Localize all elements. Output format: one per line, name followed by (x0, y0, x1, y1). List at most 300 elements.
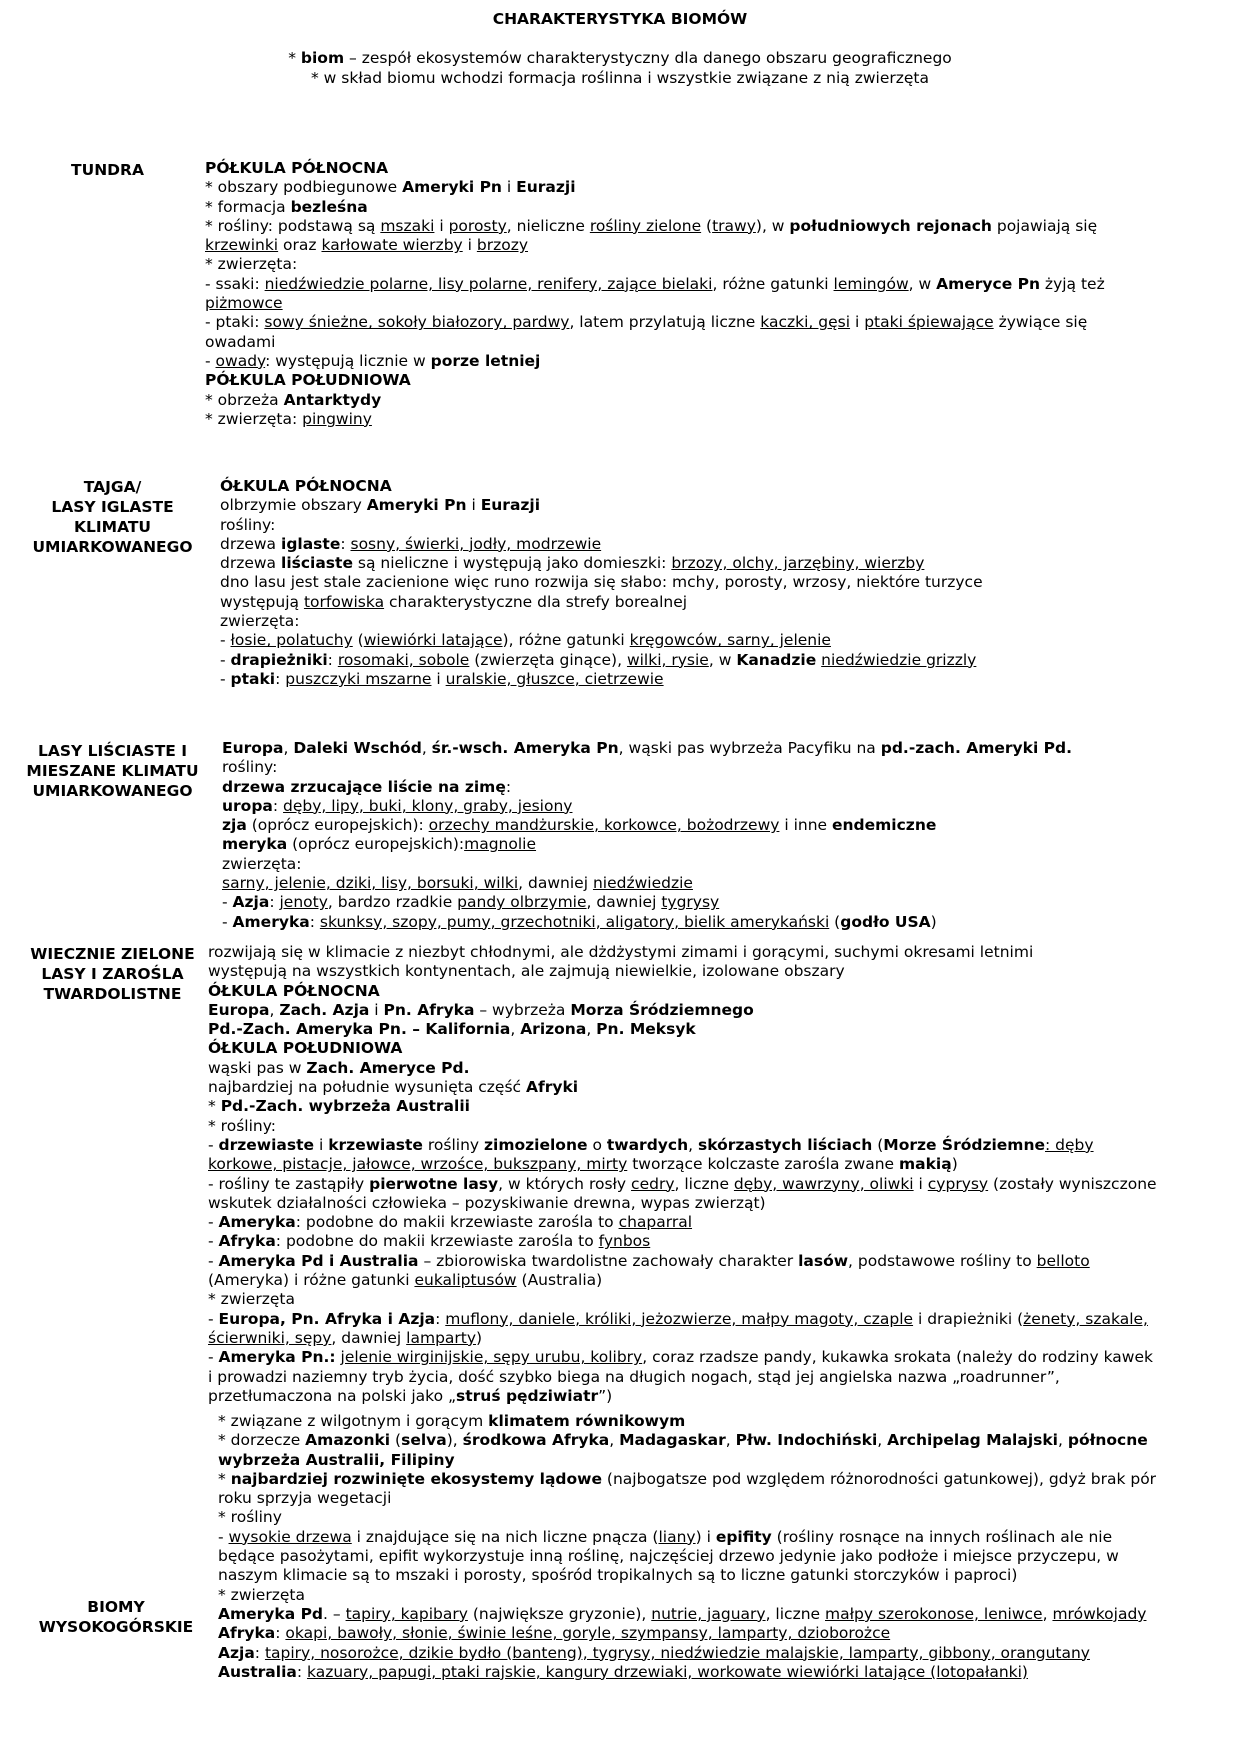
bold-text: ÓŁKULA POŁUDNIOWA (208, 1039, 403, 1058)
text: * zwierzęta: (205, 409, 303, 428)
text-line (205, 198, 1235, 217)
underlined-text: fynbos (598, 1232, 651, 1251)
text-line (205, 391, 1235, 410)
text-line (208, 1039, 1235, 1058)
text-line (205, 217, 1235, 236)
text: – zbiorowiska twardolistne zachowały charakter (418, 1251, 799, 1270)
bold-text: struś pędziwiatr (456, 1386, 599, 1405)
section-label-line: WIECZNIE ZIELONE (30, 945, 195, 963)
text: : (254, 1643, 265, 1662)
text: o (587, 1135, 607, 1154)
text: : (296, 1662, 308, 1681)
text: (rośliny rosnące na innych roślinach ale nie (771, 1527, 1113, 1546)
text-line (205, 275, 1235, 294)
text-line (205, 410, 1235, 429)
text: i znajdujące się na nich liczne pnącza ( (351, 1527, 659, 1546)
text-line (222, 855, 1235, 874)
bold-text: Amazonki (305, 1431, 391, 1450)
text: przetłumaczona na polski jako „ (208, 1386, 457, 1405)
bold-text: liściaste (281, 554, 353, 573)
text-line (222, 797, 1235, 816)
text-line (222, 778, 1235, 797)
underlined-text: okapi, bawoły, słonie, świnie leśne, goryle, szympansy, lamparty, dzioborożce (285, 1624, 891, 1643)
text-line (218, 1412, 1235, 1431)
section-label-line: KLIMATU (73, 518, 152, 536)
text-line (208, 1194, 1235, 1213)
text: ) i (695, 1527, 716, 1546)
text: ( (701, 216, 713, 235)
text-line (218, 1508, 1235, 1527)
text: : (275, 1624, 286, 1643)
text: rozwijają się w klimacie z niezbyt chłodnymi, ale dżdżystymi zimami i gorącymi, suchymi okresami letnimi (208, 943, 1034, 961)
text-line (220, 554, 1235, 573)
bold-text: Morze Śródziemne (883, 1135, 1046, 1154)
section-body-lasy-lisciaste (222, 739, 1235, 932)
text: , nieliczne (506, 216, 590, 235)
text: , dawniej (331, 1328, 407, 1347)
text: ”) (598, 1386, 613, 1405)
text: i (434, 216, 449, 235)
bold-text: drapieżniki (230, 650, 328, 669)
text-line (208, 1290, 1235, 1309)
bold-text: Zach. Ameryce Pd. (306, 1058, 470, 1077)
text: żyją też (1040, 274, 1105, 293)
text-line (208, 982, 1235, 1001)
text: , (586, 1020, 597, 1039)
text: * rośliny (218, 1508, 282, 1527)
bold-text: PÓŁKULA POŁUDNIOWA (205, 371, 411, 390)
bold-text: Azja (218, 1643, 255, 1662)
text-line (205, 352, 1235, 371)
text: - rośliny te zastąpiły (208, 1174, 370, 1193)
bold-text: Archipelag Malajski (887, 1431, 1058, 1450)
text: roku sprzyja wegetacji (218, 1489, 392, 1508)
section-label-line: UMIARKOWANEGO (32, 538, 193, 556)
underlined-text: piżmowce (205, 294, 283, 313)
bold-text: Pn. Meksyk (596, 1020, 696, 1039)
bold-text: Madagaskar (619, 1431, 726, 1450)
text-line (222, 913, 1235, 932)
bold-text: Ameryka Pd i Australia (218, 1251, 419, 1270)
text: charakterystyczne dla strefy borealnej (384, 592, 688, 611)
text-line (218, 1431, 1235, 1450)
underlined-text: lemingów (833, 274, 909, 293)
underlined-text: : dęby (1045, 1135, 1094, 1154)
bold-text: Eurazji (516, 178, 576, 197)
bold-text: Daleki Wschód (293, 739, 422, 757)
section-label-tajga (0, 477, 225, 557)
bold-text: PÓŁKULA PÓŁNOCNA (205, 159, 389, 177)
section-label-line: TWARDOLISTNE (43, 985, 182, 1003)
section-body-tundra (205, 159, 1235, 429)
text: ( (872, 1135, 884, 1154)
text: , w (908, 274, 937, 293)
bold-text: ÓŁKULA PÓŁNOCNA (208, 981, 380, 1000)
underlined-text: cyprysy (927, 1174, 989, 1193)
text-line (220, 516, 1235, 535)
text-line (208, 1232, 1235, 1251)
text-line (222, 893, 1235, 912)
text-line (208, 1348, 1235, 1367)
text-line (205, 333, 1235, 352)
underlined-text: niedźwiedzie (592, 874, 693, 893)
bold-text: Morza Śródziemnego (570, 1000, 754, 1019)
text: , (1042, 1604, 1053, 1623)
document-title: CHARAKTERYSTYKA BIOMÓW (492, 10, 748, 28)
bold-text: biom (300, 49, 345, 67)
text: - (208, 1348, 219, 1367)
text: , w których rosły (498, 1174, 632, 1193)
text-line (208, 962, 1235, 981)
underlined-text: rośliny zielone (589, 216, 702, 235)
underlined-text: korkowe, pistacje, jałowce, wrzośce, bukszpany, mirty (208, 1155, 628, 1174)
text-line (208, 1310, 1235, 1329)
text: , (725, 1431, 736, 1450)
bold-text: uropa (222, 796, 273, 815)
text: i (462, 236, 477, 255)
text: , (510, 1020, 521, 1039)
text-line (220, 612, 1235, 631)
text: wskutek działalności człowieka – pozyskiwanie drewna, wypas zwierząt) (208, 1193, 766, 1212)
text: olbrzymie obszary (220, 496, 367, 515)
text-line (205, 236, 1235, 255)
text: , latem przylatują liczne (569, 313, 761, 332)
text: : (505, 777, 512, 796)
text: rośliny: (220, 515, 276, 534)
text: : (327, 650, 338, 669)
bold-text: pierwotne lasy (369, 1174, 499, 1193)
section-label-line: LASY IGLASTE (51, 498, 174, 516)
bold-text: Pd.-Zach. wybrzeża Australii (220, 1097, 470, 1116)
text: ( (390, 1431, 402, 1450)
text: , coraz rzadsze pandy, kukawka srokata (należy do rodziny kawek (642, 1348, 1153, 1367)
text: i (466, 496, 481, 515)
text: . – (323, 1604, 346, 1623)
underlined-text: pingwiny (302, 409, 372, 428)
underlined-text: skunksy, szopy, pumy, grzechotniki, aligatory, bielik amerykański (319, 912, 830, 931)
text: oraz (278, 236, 322, 255)
section-body-tajga (220, 477, 1235, 689)
underlined-text: sosny, świerki, jodły, modrzewie (350, 534, 602, 553)
text: – wybrzeża (474, 1000, 571, 1019)
bold-text: selva (401, 1431, 447, 1450)
text: , (283, 739, 294, 757)
text: : (435, 1309, 446, 1328)
text: (zostały wyniszczone (988, 1174, 1157, 1193)
text: ), (446, 1431, 463, 1450)
bold-text: meryka (222, 835, 288, 854)
text: i (501, 178, 517, 197)
bold-text: lasów (798, 1251, 849, 1270)
text: (największe gryzonie), (467, 1604, 652, 1623)
text-line (208, 1175, 1235, 1194)
text-line (218, 1605, 1235, 1624)
underlined-text: tygrysy (661, 893, 720, 912)
text: (zwierzęta ginące), (469, 650, 627, 669)
text-line (208, 943, 1235, 962)
text-line (208, 1136, 1235, 1155)
text: będące pasożytami, epifit wykorzystuje inną roślinę, najczęściej drzewo jedynie jako podłoże i miejsce przyczepu, w (218, 1547, 1119, 1566)
text-line (208, 1368, 1235, 1387)
text: - (208, 1213, 219, 1232)
text-line (205, 294, 1235, 313)
text: - (208, 1135, 219, 1154)
text-line (218, 1547, 1235, 1566)
text: - (208, 1309, 219, 1328)
underlined-text: wysokie drzewa (228, 1527, 352, 1546)
underlined-text: kręgowców, sarny, jelenie (629, 631, 831, 650)
text-line (220, 651, 1235, 670)
text: , (421, 739, 432, 757)
bold-text: klimatem równikowym (488, 1412, 686, 1430)
text: ) (930, 912, 937, 931)
bold-text: Australia (218, 1662, 297, 1681)
underlined-text: puszczyki mszarne (285, 669, 432, 688)
text: , bardzo rzadkie (327, 893, 458, 912)
underlined-text: belloto (1036, 1251, 1090, 1270)
text: * obrzeża (205, 390, 284, 409)
text: , liczne (765, 1604, 825, 1623)
text: owadami (205, 332, 276, 351)
underlined-text: lamparty (406, 1328, 477, 1347)
text: ( (352, 631, 364, 650)
bold-text: zimozielone (484, 1135, 588, 1154)
bold-text: Ameryka (218, 1213, 296, 1232)
bold-text: Eurazji (480, 496, 541, 515)
text-line (208, 1387, 1235, 1406)
underlined-text: torfowiska (303, 592, 385, 611)
bold-text: godło USA (840, 912, 931, 931)
text: pojawiają się (991, 216, 1098, 235)
section-label-line: LASY I ZAROŚLA (41, 965, 184, 983)
text-line (222, 758, 1235, 777)
text-line (220, 477, 1235, 496)
bold-text: Europa, Pn. Afryka i Azja (218, 1309, 436, 1328)
text-line (222, 874, 1235, 893)
text: : (275, 669, 286, 688)
underlined-text: małpy szerokonose, leniwce (825, 1604, 1043, 1623)
text: i (314, 1135, 329, 1154)
underlined-text: sowy śnieżne, sokoły białozory, pardwy (264, 313, 570, 332)
text: : (340, 534, 351, 553)
underlined-text: pandy olbrzymie (457, 893, 587, 912)
bold-text: epifity (715, 1527, 772, 1546)
text: ( (829, 912, 841, 931)
text-line (218, 1586, 1235, 1605)
text-line (218, 1528, 1235, 1547)
bold-text: Europa (222, 739, 284, 757)
underlined-text: brzozy, olchy, jarzębiny, wierzby (671, 554, 925, 573)
text: ) (951, 1155, 958, 1174)
text-line (205, 159, 1235, 178)
text: : podobne do makii krzewiaste zarośla to (275, 1232, 599, 1251)
text: * (218, 1469, 231, 1488)
underlined-text: wiewiórki latające (363, 631, 503, 650)
text: i (913, 1174, 928, 1193)
text: i prowadzi naziemny tryb życia, dość szybko biega na długich nogach, stąd jej angielska nazwa „roadrunner”, (208, 1367, 1060, 1386)
text: (Australia) (516, 1271, 603, 1290)
bold-text: drzewa zrzucające liście na zimę (222, 777, 506, 796)
text-line (220, 535, 1235, 554)
section-label-biomy-wysokogorskie (0, 1597, 232, 1637)
underlined-text: dęby, wawrzyny, oliwki (733, 1174, 914, 1193)
text: , liczne (674, 1174, 734, 1193)
underlined-text: orzechy mandżurskie, korkowce, bożodrzewy (428, 816, 780, 835)
text: : podobne do makii krzewiaste zarośla to (295, 1213, 619, 1232)
section-label-line: MIESZANE KLIMATU (26, 762, 199, 780)
text: - ptaki: (205, 313, 265, 332)
bold-text: skórzastych liściach (697, 1135, 873, 1154)
bold-text: twardych (606, 1135, 689, 1154)
text-line (218, 1489, 1235, 1508)
text-line (208, 1329, 1235, 1348)
bold-text: drzewiaste (218, 1135, 315, 1154)
underlined-text: magnolie (464, 835, 537, 854)
text: drzewa (220, 534, 281, 553)
text-line (220, 631, 1235, 650)
underlined-text: liany (658, 1527, 696, 1546)
text-line (220, 670, 1235, 689)
underlined-text: ptaki śpiewające (864, 313, 994, 332)
text: , (877, 1431, 888, 1450)
text-line (208, 1271, 1235, 1290)
text: zwierzęta: (222, 854, 302, 873)
text: (najbogatsze pod względem różnorodności gatunkowej), gdyż brak pór (602, 1469, 1157, 1488)
underlined-text: żenety, szakale, (1023, 1309, 1148, 1328)
bold-text: makią (898, 1155, 952, 1174)
underlined-text: karłowate wierzby (321, 236, 463, 255)
underlined-text: eukaliptusów (414, 1271, 517, 1290)
text: ) (476, 1328, 483, 1347)
text: tworzące kolczaste zarośla zwane (627, 1155, 899, 1174)
underlined-text: krzewinki (205, 236, 279, 255)
text: : (309, 912, 320, 931)
bold-text: Płw. Indochiński (735, 1431, 878, 1450)
text: , dawniej (518, 874, 593, 893)
bold-text: Ameryce Pn (936, 274, 1040, 293)
underlined-text: uralskie, głuszce, cietrzewie (445, 669, 664, 688)
text: * zwierzęta (208, 1290, 295, 1309)
underlined-text: muflony, daniele, króliki, jeżozwierze, małpy magoty, czaple (445, 1309, 914, 1328)
text-line (205, 313, 1235, 332)
section-label-lasy-lisciaste (0, 741, 225, 801)
underlined-text: łosie, polatuchy (230, 631, 353, 650)
bold-text: Afryka (218, 1232, 276, 1251)
text: * rośliny: (208, 1116, 276, 1135)
text-line (208, 1252, 1235, 1271)
text: , (269, 1000, 280, 1019)
bold-text: endemiczne (832, 816, 937, 835)
text: (oprócz europejskich): (246, 816, 429, 835)
text: * w skład biomu wchodzi formacja roślinna i wszystkie związane z nią zwierzęta (311, 69, 929, 87)
section-body-twardolistne (208, 943, 1235, 1406)
text: – zespół ekosystemów charakterystyczny dla danego obszaru geograficznego (344, 49, 952, 67)
underlined-text: kaczki, gęsi (760, 313, 851, 332)
bold-text: Ameryki Pn (366, 496, 467, 515)
section-body-biomy-wysokogorskie (218, 1412, 1235, 1682)
text-line (218, 1470, 1235, 1489)
text: - (208, 1232, 219, 1251)
bold-text: Pn. Afryka (383, 1000, 475, 1019)
section-label-line: LASY LIŚCIASTE I (37, 742, 188, 760)
text: (oprócz europejskich): (287, 835, 465, 854)
text: i (850, 313, 865, 332)
bold-text: bezleśna (290, 197, 368, 216)
text: ), różne gatunki (502, 631, 630, 650)
text: * (208, 1097, 221, 1116)
text: : (272, 796, 284, 815)
text: * związane z wilgotnym i gorącym (218, 1412, 489, 1430)
bold-text: Europa (208, 1000, 270, 1019)
text-line (208, 1001, 1235, 1020)
text: : (269, 893, 280, 912)
section-label-line: BIOMY (87, 1598, 145, 1616)
text: * (288, 49, 301, 67)
text-line (208, 1097, 1235, 1116)
bold-text: Afryka (218, 1624, 276, 1643)
text: i inne (779, 816, 832, 835)
text-line (205, 371, 1235, 390)
bold-text: Antarktydy (283, 390, 382, 409)
text: - (222, 912, 233, 931)
text: zwierzęta: (220, 612, 300, 631)
text: , (609, 1431, 620, 1450)
underlined-text: ścierwniki, sępy (208, 1328, 332, 1347)
text: - (208, 1251, 219, 1270)
bold-text: pd.-zach. Ameryki Pd. (880, 739, 1073, 757)
text: , (1058, 1431, 1068, 1450)
bold-text: środkowa Afryka (462, 1431, 610, 1450)
bold-text: Ameryka (232, 912, 310, 931)
text-line (208, 1155, 1235, 1174)
definition-biom (0, 49, 1240, 67)
bold-text: Ameryka Pd (218, 1604, 324, 1623)
text: , w (708, 650, 737, 669)
text: wąski pas w (208, 1058, 307, 1077)
underlined-text: nutrie, jaguary (651, 1604, 766, 1623)
text-line (218, 1624, 1235, 1643)
text: * rośliny: podstawą są (205, 216, 381, 235)
bold-text: ptaki (230, 669, 276, 688)
definition-biome-composition (0, 69, 1240, 87)
text: są nieliczne i występują jako domieszki: (352, 554, 672, 573)
section-label-line: TAJGA/ (83, 478, 142, 496)
text: występują na wszystkich kontynentach, ale zajmują niewielkie, izolowane obszary (208, 962, 845, 981)
text: , (688, 1135, 698, 1154)
underlined-text: chaparral (618, 1213, 693, 1232)
underlined-text: wilki, rysie (626, 650, 709, 669)
text: żywiące się (993, 313, 1088, 332)
text-line (218, 1451, 1235, 1470)
text: ), w (755, 216, 790, 235)
bold-text: wybrzeża Australii, Filipiny (218, 1450, 455, 1469)
text: drzewa (220, 554, 281, 573)
underlined-text: tapiry, nosorożce, dzikie bydło (banteng), tygrysy, niedźwiedzie malajskie, lamparty, gibbony, orangutany (264, 1643, 1090, 1662)
text: : występują licznie w (265, 351, 431, 370)
underlined-text: mszaki (380, 216, 435, 235)
text: * zwierzęta (218, 1585, 305, 1604)
text: - ssaki: (205, 274, 265, 293)
text-line (208, 1020, 1235, 1039)
bold-text: porze letniej (430, 351, 541, 370)
underlined-text: niedźwiedzie grizzly (821, 650, 977, 669)
text-line (218, 1644, 1235, 1663)
text: - (205, 351, 216, 370)
underlined-text: mrówkojady (1052, 1604, 1147, 1623)
underlined-text: jelenie wirginijskie, sępy urubu, kolibry (340, 1348, 643, 1367)
text-line (222, 835, 1235, 854)
bold-text: zja (222, 816, 247, 835)
